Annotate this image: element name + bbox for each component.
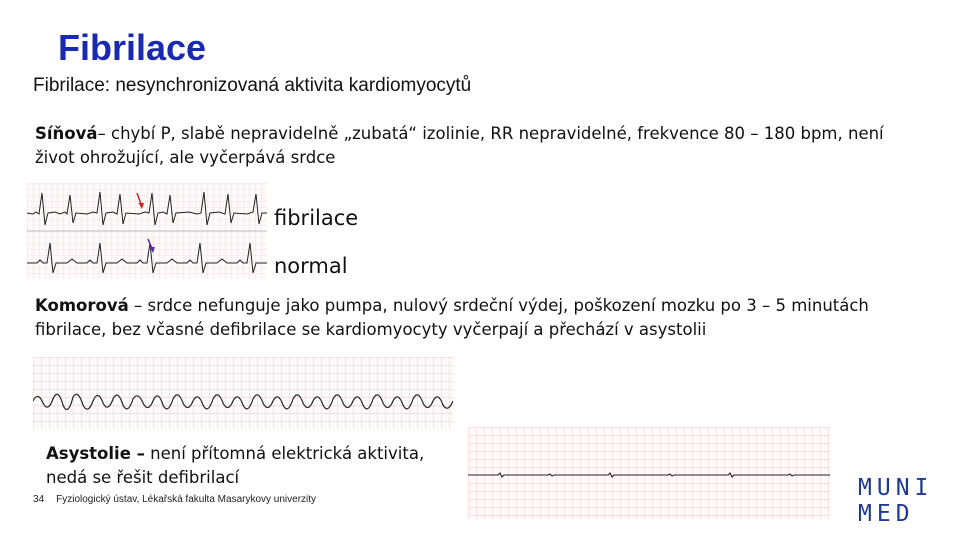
ventricular-fibrillation-text (35, 294, 935, 342)
page-title: Fibrilace (58, 27, 207, 68)
logo-line-muni: MUNI (858, 475, 934, 501)
atrial-term: Síňová (35, 124, 98, 143)
ventricular-term: Komorová (35, 296, 129, 315)
ecg-atrial-comparison (27, 183, 267, 279)
footer (33, 494, 316, 505)
ecg-asystole-svg (468, 427, 830, 519)
atrial-description: – chybí P, slabě nepravidelně „zubatá“ izolinie, RR nepravidelné, frekvence 80 – 180 bpm, není život ohrožující, ale vyčerpává srdce (35, 124, 884, 167)
ecg-atrial-svg (27, 183, 267, 279)
ecg-label-fibrilace: fibrilace (274, 206, 359, 230)
ecg-label-normal: normal (274, 254, 348, 278)
ecg-vf-svg (33, 357, 453, 429)
logo-line-med: MED (858, 501, 915, 527)
footer-institution: Fyziologický ústav, Lékařská fakulta Masarykovy univerzity (56, 494, 317, 505)
ventricular-description: – srdce nefunguje jako pumpa, nulový srdeční výdej, poškození mozku po 3 – 5 minutách fibrilace, bez včasné defibrilace se kardiomyocyty vyčerpají a přechází v asystolii (35, 296, 869, 339)
asystole-description: není přítomná elektrická aktivita, nedá se řešit defibrilací (46, 444, 425, 487)
page-subtitle: Fibrilace: nesynchronizovaná aktivita kardiomyocytů (33, 75, 472, 96)
page-number: 34 (33, 494, 45, 505)
atrial-fibrillation-text (35, 122, 925, 170)
asystole-term: Asystolie – (46, 444, 145, 463)
ecg-ventricular-fibrillation (33, 357, 453, 429)
muni-med-logo (858, 475, 933, 527)
asystole-text (46, 442, 466, 490)
ecg-asystole (468, 427, 830, 519)
